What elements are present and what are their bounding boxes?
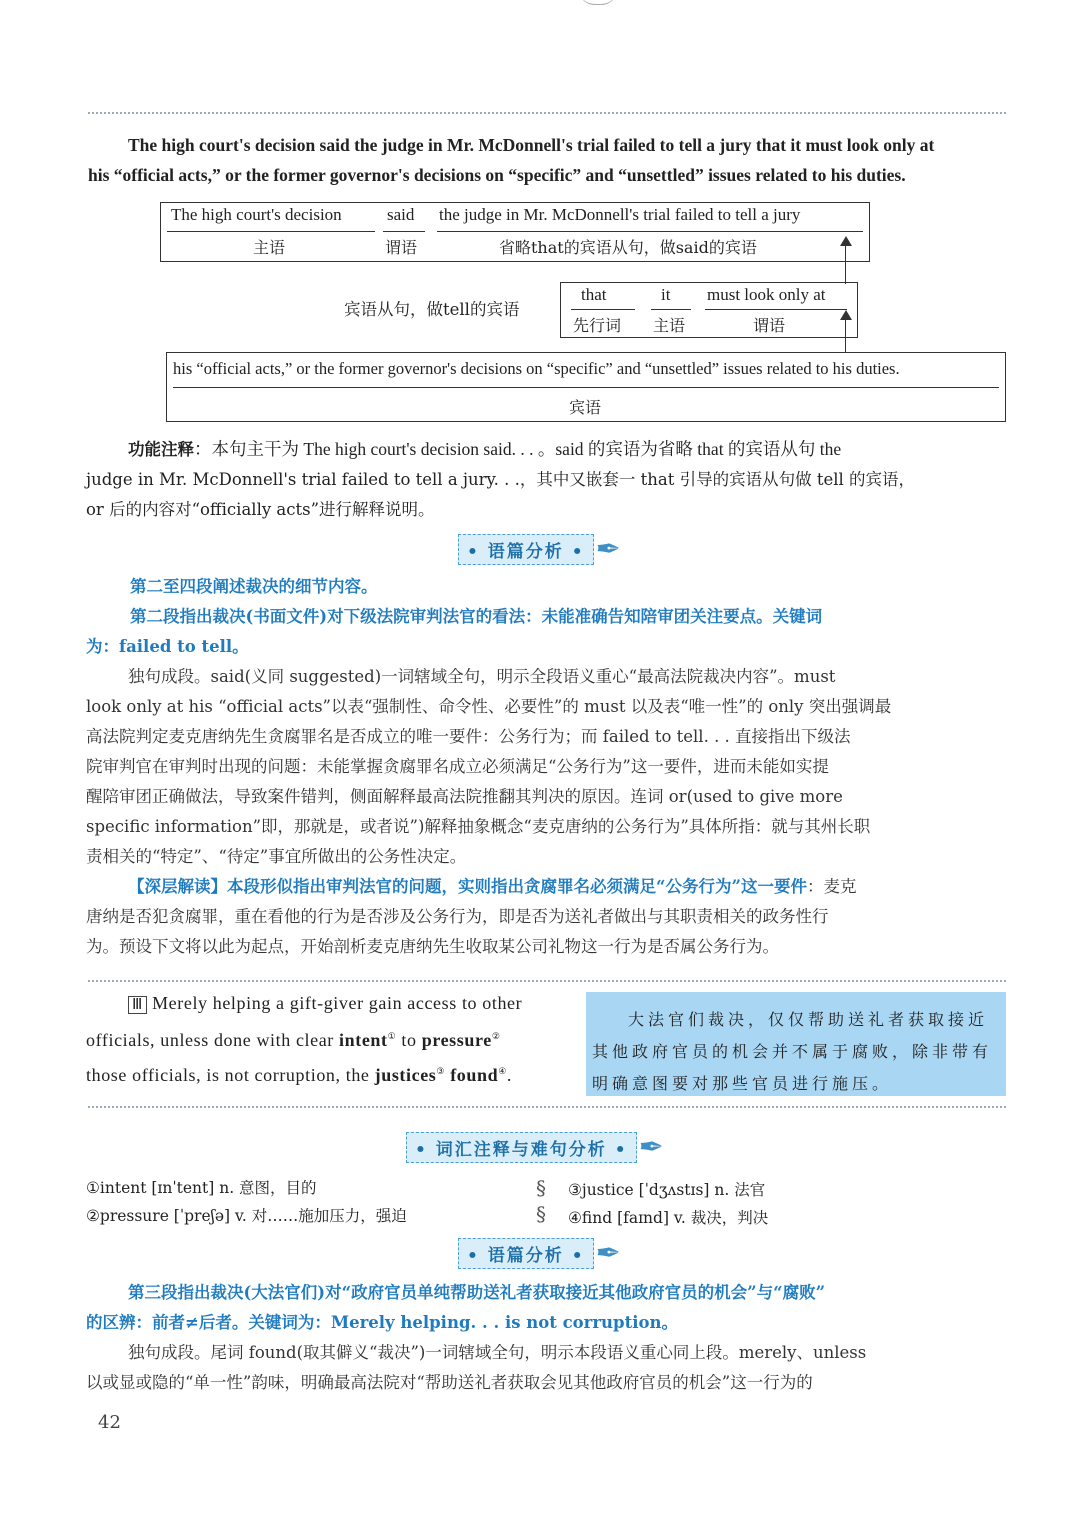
analysis-section-2 bbox=[86, 1278, 1006, 1398]
diagram-box-object bbox=[166, 352, 1006, 422]
vocab-item-justice: ③justice [ˈdʒʌstɪs] n. 法官 bbox=[568, 1181, 766, 1199]
quill-pen-icon: ✒ bbox=[595, 1236, 621, 1271]
top-arc-decoration bbox=[578, 0, 618, 5]
deep-reading-line: 为。预设下文将以此为起点，开始剖析麦克唐纳先生收取某公司礼物这一行为是否属公务行为。 bbox=[86, 937, 779, 956]
quill-pen-icon: ✒ bbox=[638, 1130, 664, 1165]
sentence-line-1: The high court's decision said the judge in Mr. McDonnell's trial failed to tell a jury that it must look only at bbox=[128, 135, 935, 155]
box2-verb-zh: 谓语 bbox=[753, 316, 786, 335]
para3-line2b: to bbox=[396, 1030, 422, 1050]
deep-reading-rest: ：麦克 bbox=[806, 877, 857, 896]
box3-object-en: his “official acts,” or the former governor's decisions on “specific” and “unsettled” issues related to his duties. bbox=[173, 359, 900, 378]
vocab-item-intent: ①intent [ɪnˈtent] n. 意图，目的 bbox=[86, 1179, 317, 1197]
divider-mid bbox=[88, 980, 1006, 982]
connector-line-1 bbox=[845, 244, 846, 284]
function-note-label: 功能注释 bbox=[128, 440, 194, 459]
word-justices: justices bbox=[374, 1065, 437, 1085]
translation-text: 大法官们裁决，仅仅帮助送礼者获取接近其他政府官员的机会并不属于腐败，除非带有明确意图要对那些官员进行施压。 bbox=[592, 1010, 993, 1093]
word-pressure: pressure bbox=[421, 1030, 492, 1050]
diagram-box-that-clause bbox=[560, 282, 858, 338]
divider-lower bbox=[88, 1106, 1006, 1108]
quill-pen-icon: ✒ bbox=[595, 532, 621, 567]
function-note-line1: ：本句主干为 The high court's decision said. . . 。said 的宾语为省略 that 的宾语从句 the bbox=[194, 439, 842, 459]
squiggle-divider: § bbox=[536, 1202, 546, 1226]
banner-label: • 词汇注释与难句分析 • bbox=[406, 1132, 637, 1163]
box1-verb-en: said bbox=[387, 205, 415, 224]
box2-it-en: it bbox=[661, 285, 671, 304]
analysis1-body-line: 醒陪审团正确做法，导致案件错判，侧面解释最高法院推翻其判决的原因。连词 or(used to give more bbox=[86, 787, 843, 806]
analysis1-body-line: 高法院判定麦克唐纳先生贪腐罪名是否成立的唯一要件：公务行为；而 failed to tell. . . 直接指出下级法 bbox=[86, 727, 851, 746]
page-number: 42 bbox=[98, 1412, 121, 1433]
analysis1-heading: 第二至四段阐述裁决的细节内容。 bbox=[130, 577, 378, 596]
para3-end: . bbox=[506, 1065, 513, 1085]
banner-label: • 语篇分析 • bbox=[458, 534, 594, 565]
analysis1-body-line: look only at his “official acts”以表“强制性、命令性、必要性”的 must 以及表“唯一性”的 only 突出强调最 bbox=[86, 697, 892, 716]
box1-subject-zh: 主语 bbox=[253, 238, 286, 257]
section-banner-discourse-analysis-2 bbox=[458, 1236, 621, 1271]
box1-object-zh: 省略that的宾语从句，做said的宾语 bbox=[499, 238, 757, 257]
sup-2: ② bbox=[491, 1031, 501, 1041]
analysis1-body-line: specific information”即，那就是，或者说”)解释抽象概念“麦克唐纳的公务行为”具体所指：就与其州长职 bbox=[86, 817, 871, 836]
box1-verb-zh: 谓语 bbox=[385, 238, 418, 257]
sentence-line-2: his “official acts,” or the former governor's decisions on “specific” and “unsettled” issues related to his duties. bbox=[88, 165, 906, 185]
deep-reading-line: 唐纳是否犯贪腐罪，重在看他的行为是否涉及公务行为，即是否为送礼者做出与其职责相关的政务性行 bbox=[86, 907, 829, 926]
para3-line2a: officials, unless done with clear bbox=[86, 1030, 340, 1050]
word-intent: intent bbox=[339, 1030, 388, 1050]
analysis1-body-line: 责相关的“特定”、“待定”事宜所做出的公务性决定。 bbox=[86, 847, 467, 866]
connector-line-2 bbox=[845, 318, 846, 352]
box3-object-zh: 宾语 bbox=[569, 398, 602, 417]
box2-label: 宾语从句，做tell的宾语 bbox=[344, 300, 520, 319]
sup-1: ① bbox=[387, 1031, 397, 1041]
section-banner-discourse-analysis bbox=[458, 532, 621, 567]
analysis2-heading: 第三段指出裁决(大法官们)对“政府官员单纯帮助送礼者获取接近其他政府官员的机会”与“腐败” bbox=[128, 1283, 826, 1302]
analysis1-body-line: 院审判官在审判时出现的问题：未能掌握贪腐罪名成立必须满足“公务行为”这一要件，进而未能如实提 bbox=[86, 757, 829, 776]
function-note-line2: judge in Mr. McDonnell's trial failed to tell a jury. . .，其中又嵌套一 that 引导的宾语从句做 tell 的宾语， bbox=[86, 470, 916, 489]
box2-that-en: that bbox=[581, 285, 607, 304]
arrowhead-1 bbox=[840, 236, 852, 246]
analysis2-body-line: 独句成段。尾词 found(取其僻义“裁决”)一词辖域全句，明示本段语义重心同上段。merely、unless bbox=[128, 1343, 867, 1362]
paragraph-3 bbox=[86, 988, 576, 1091]
vocab-item-find: ④find [faɪnd] v. 裁决，判决 bbox=[568, 1209, 769, 1227]
word-found: found bbox=[450, 1065, 499, 1085]
vocab-item-pressure: ②pressure [ˈpreʃə] v. 对……施加压力，强迫 bbox=[86, 1207, 407, 1225]
section-banner-vocab bbox=[406, 1130, 664, 1165]
translation-callout bbox=[586, 992, 1006, 1096]
sup-3: ③ bbox=[436, 1066, 446, 1076]
analysis1-body-line: 独句成段。said(义同 suggested)一词辖域全句，明示全段语义重心“最高法院裁决内容”。must bbox=[128, 667, 836, 686]
analysis2-body-line: 以或显或隐的“单一性”韵味，明确最高法院对“帮助送礼者获取会见其他政府官员的机会”这一行为的 bbox=[86, 1373, 813, 1392]
box2-that-zh: 先行词 bbox=[573, 316, 622, 335]
analysis1-summary-2: 为：failed to tell。 bbox=[86, 637, 249, 656]
analysis2-summary: 的区辨：前者≠后者。关键词为：Merely helping. . . is not corruption。 bbox=[86, 1313, 678, 1332]
sup-4: ④ bbox=[498, 1066, 507, 1076]
arrowhead-2 bbox=[840, 310, 852, 320]
box2-it-zh: 主语 bbox=[653, 316, 686, 335]
para3-line1: Merely helping a gift-giver gain access to other bbox=[152, 993, 523, 1013]
diagram-box-main-clause bbox=[160, 202, 870, 262]
box2-verb-en: must look only at bbox=[707, 285, 826, 304]
paragraph-numeral: Ⅲ bbox=[128, 996, 147, 1014]
box1-subject-en: The high court's decision bbox=[171, 205, 342, 224]
function-note-line3: or 后的内容对“officially acts”进行解释说明。 bbox=[86, 500, 435, 519]
function-note bbox=[86, 434, 1006, 525]
deep-reading-label: 【深层解读】本段形似指出审判法官的问题，实则指出贪腐罪名必须满足“公务行为”这一要件 bbox=[128, 877, 807, 896]
divider-top bbox=[88, 112, 1006, 114]
analysis-section-1 bbox=[86, 572, 1006, 962]
box1-object-en: the judge in Mr. McDonnell's trial failed to tell a jury bbox=[439, 205, 801, 224]
analysis1-summary-1: 第二段指出裁决(书面文件)对下级法院审判法官的看法：未能准确告知陪审团关注要点。关键词 bbox=[130, 607, 823, 626]
squiggle-divider: § bbox=[536, 1176, 546, 1200]
para3-line3a: those officials, is not corruption, the bbox=[86, 1065, 375, 1085]
banner-label: • 语篇分析 • bbox=[458, 1238, 594, 1269]
